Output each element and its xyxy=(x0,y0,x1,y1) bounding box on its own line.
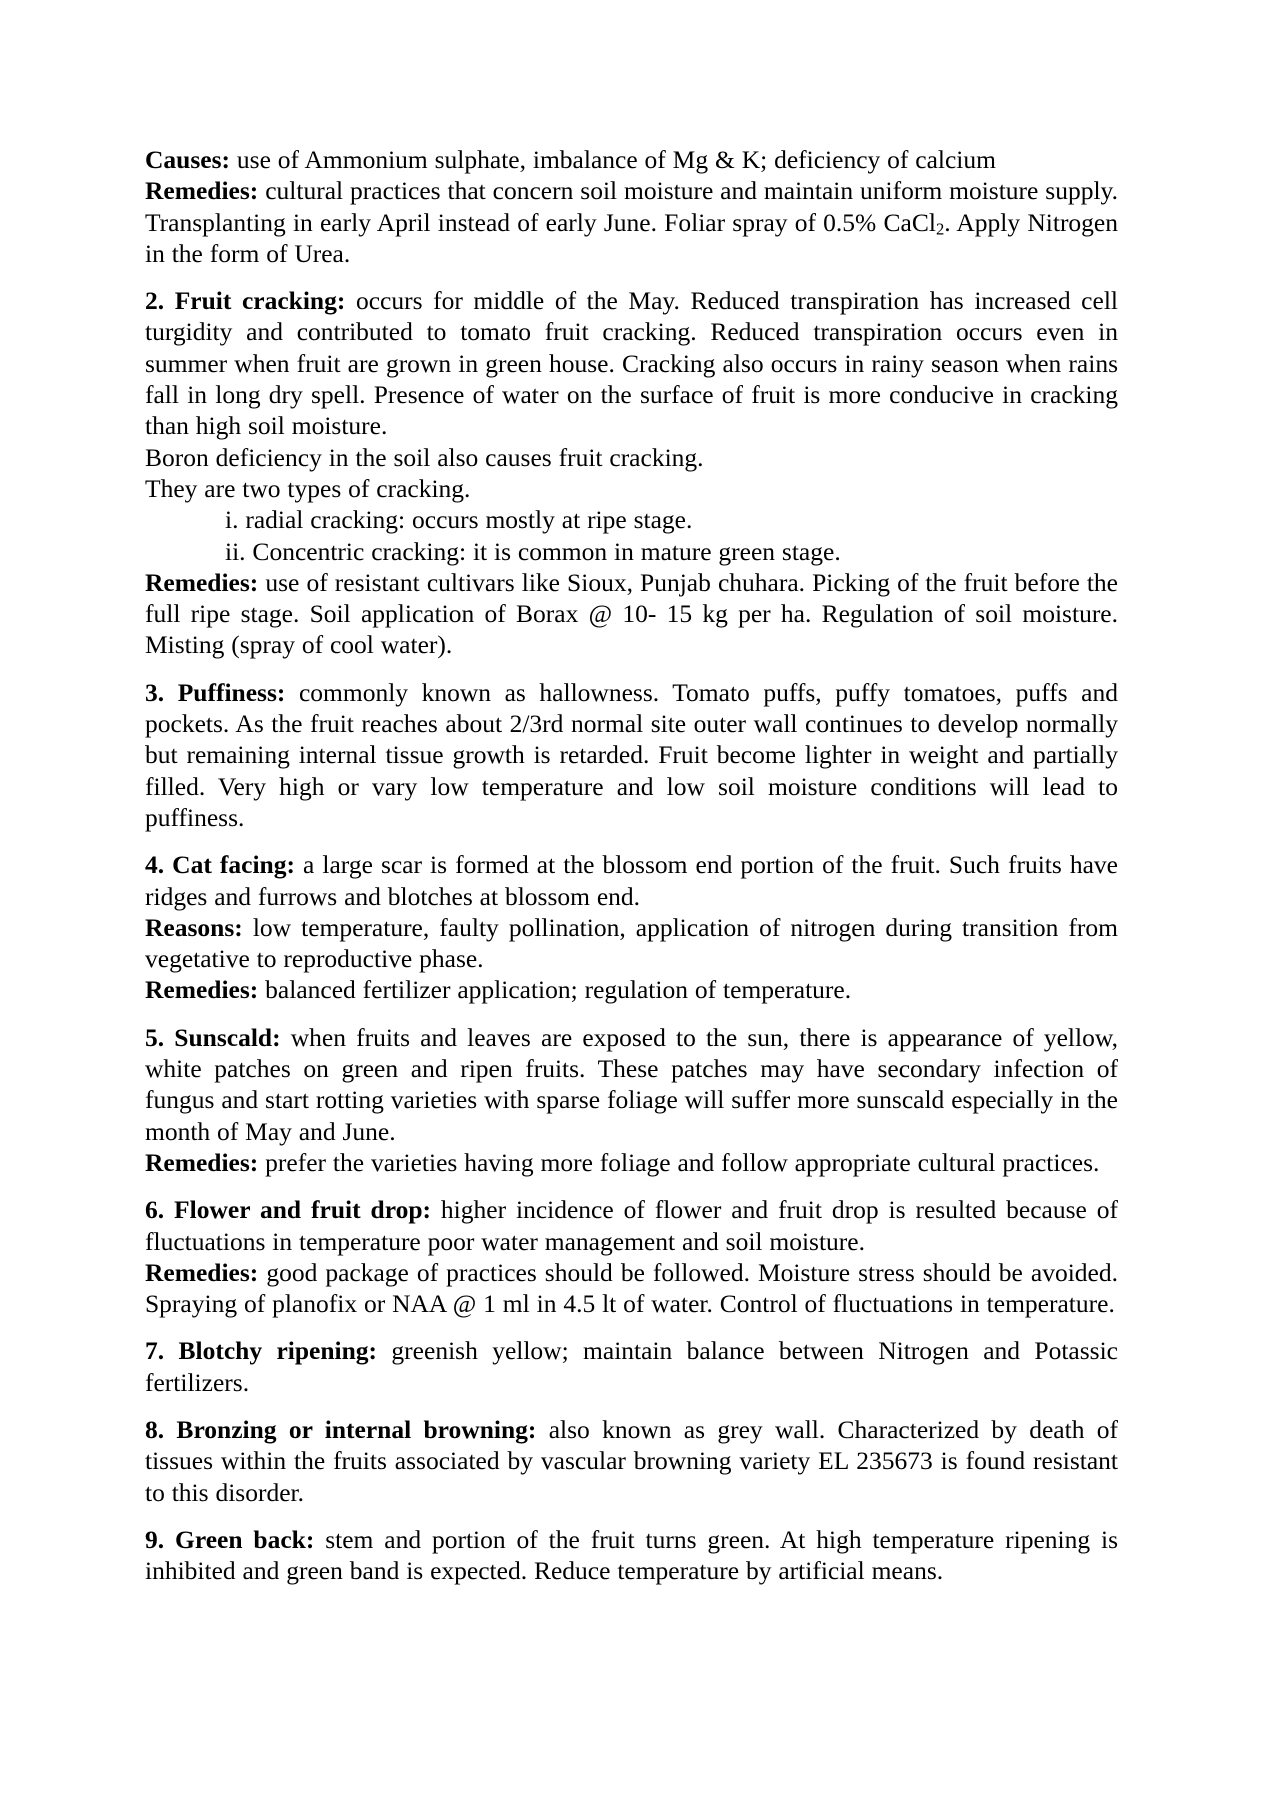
document-content xyxy=(145,144,1118,1586)
paragraph xyxy=(145,912,1118,975)
section-cat-facing xyxy=(145,849,1118,1005)
section-sunscald xyxy=(145,1022,1118,1178)
text-run: stem and portion of the fruit turns green. At high temperature ripening is inhibited and green band is expected. Reduce temperature by artificial means. xyxy=(145,1524,1118,1586)
section-label: 8. Bronzing or internal browning: xyxy=(145,1414,537,1444)
paragraph xyxy=(145,567,1118,661)
paragraph xyxy=(145,1524,1118,1587)
text-run: ii. Concentric cracking: it is common in mature green stage. xyxy=(225,536,841,566)
section-puffiness xyxy=(145,677,1118,833)
paragraph xyxy=(145,175,1118,269)
text-run: balanced fertilizer application; regulation of temperature. xyxy=(258,975,852,1005)
text-run: when fruits and leaves are exposed to the sun, there is appearance of yellow, white patches on green and ripen fruits. These patches may have secondary infection of fungus and start rotting varieties with sparse foliage will suffer more sunscald especially in the month of May and June. xyxy=(145,1022,1118,1146)
text-run: prefer the varieties having more foliage and follow appropriate cultural practices. xyxy=(258,1147,1100,1177)
text-run: a large scar is formed at the blossom end portion of the fruit. Such fruits have ridges and furrows and blotches at blossom end. xyxy=(145,850,1118,911)
paragraph xyxy=(145,974,1118,1005)
text-run: Boron deficiency in the soil also causes fruit cracking. xyxy=(145,442,704,472)
paragraph xyxy=(145,1147,1118,1178)
subscript: 2 xyxy=(935,219,945,239)
paragraph xyxy=(145,849,1118,912)
text-run: They are two types of cracking. xyxy=(145,473,471,503)
text-run: cultural practices that concern soil moisture and maintain uniform moisture supply. Transplanting in early April instead of early June. Foliar spray of 0.5% CaCl xyxy=(145,176,1118,237)
section-label: Causes: xyxy=(145,145,231,174)
section-label: 7. Blotchy ripening: xyxy=(145,1336,378,1366)
section-label: Remedies: xyxy=(145,975,259,1005)
paragraph xyxy=(145,442,1118,473)
text-run: use of resistant cultivars like Sioux, Punjab chuhara. Picking of the fruit before the full ripe stage. Soil application of Borax @ 10- 15 kg per ha. Regulation of soil moisture. Misting (spray of cool water). xyxy=(145,567,1118,660)
text-run: greenish yellow; maintain balance between Nitrogen and Potassic fertilizers. xyxy=(145,1336,1119,1397)
paragraph xyxy=(145,1194,1118,1257)
text-run: higher incidence of flower and fruit drop is resulted because of fluctuations in temperature poor water management and soil moisture. xyxy=(145,1195,1118,1256)
section-label: 5. Sunscald: xyxy=(145,1022,281,1052)
section-label: 2. Fruit cracking: xyxy=(145,286,346,316)
text-run: . Apply Nitrogen in the form of Urea. xyxy=(145,207,1118,268)
paragraph xyxy=(145,285,1118,441)
paragraph xyxy=(145,1414,1118,1508)
section-label: Remedies: xyxy=(145,1147,259,1177)
text-run: occurs for middle of the May. Reduced transpiration has increased cell turgidity and contributed to tomato fruit cracking. Reduced transpiration occurs even in summer when fruit are grown in green house. Cracking also occurs in rainy season when rains fall in long dry spell. Presence of water on the surface of fruit is more conducive in cracking than high soil moisture. xyxy=(145,286,1118,441)
section-bronzing-internal-browning xyxy=(145,1414,1118,1508)
section-causes-remedies-intro xyxy=(145,144,1118,269)
paragraph xyxy=(145,473,1118,504)
section-label: Remedies: xyxy=(145,567,259,597)
section-label: 4. Cat facing: xyxy=(145,850,295,880)
paragraph xyxy=(145,677,1118,833)
paragraph xyxy=(145,504,1118,535)
section-green-back xyxy=(145,1524,1118,1587)
section-blotchy-ripening xyxy=(145,1335,1118,1398)
section-label: 9. Green back: xyxy=(145,1524,315,1554)
section-label: 6. Flower and fruit drop: xyxy=(145,1195,431,1225)
section-label: Reasons: xyxy=(145,912,243,942)
paragraph xyxy=(145,1257,1118,1320)
paragraph xyxy=(145,1335,1118,1398)
text-run: good package of practices should be followed. Moisture stress should be avoided. Spraying of planofix or NAA @ 1 ml in 4.5 lt of water. Control of fluctuations in temperature. xyxy=(145,1257,1118,1319)
paragraph xyxy=(145,536,1118,567)
text-run: use of Ammonium sulphate, imbalance of Mg & K; deficiency of calcium xyxy=(230,145,996,174)
section-label: Remedies: xyxy=(145,176,259,206)
paragraph xyxy=(145,144,1118,175)
text-run: also known as grey wall. Characterized by death of tissues within the fruits associated by vascular browning variety EL 235673 is found resistant to this disorder. xyxy=(145,1414,1118,1507)
section-fruit-cracking xyxy=(145,285,1118,661)
text-run: low temperature, faulty pollination, application of nitrogen during transition from vegetative to reproductive phase. xyxy=(145,912,1118,974)
section-label: 3. Puffiness: xyxy=(145,677,286,707)
section-label: Remedies: xyxy=(145,1257,259,1287)
text-run: i. radial cracking: occurs mostly at ripe stage. xyxy=(225,505,693,535)
paragraph xyxy=(145,1022,1118,1147)
text-run: commonly known as hallowness. Tomato puffs, puffy tomatoes, puffs and pockets. As the fruit reaches about 2/3rd normal site outer wall continues to develop normally but remaining internal tissue growth is retarded. Fruit become lighter in weight and partially filled. Very high or vary low temperature and low soil moisture conditions will lead to puffiness. xyxy=(145,677,1118,832)
section-flower-and-fruit-drop xyxy=(145,1194,1118,1319)
